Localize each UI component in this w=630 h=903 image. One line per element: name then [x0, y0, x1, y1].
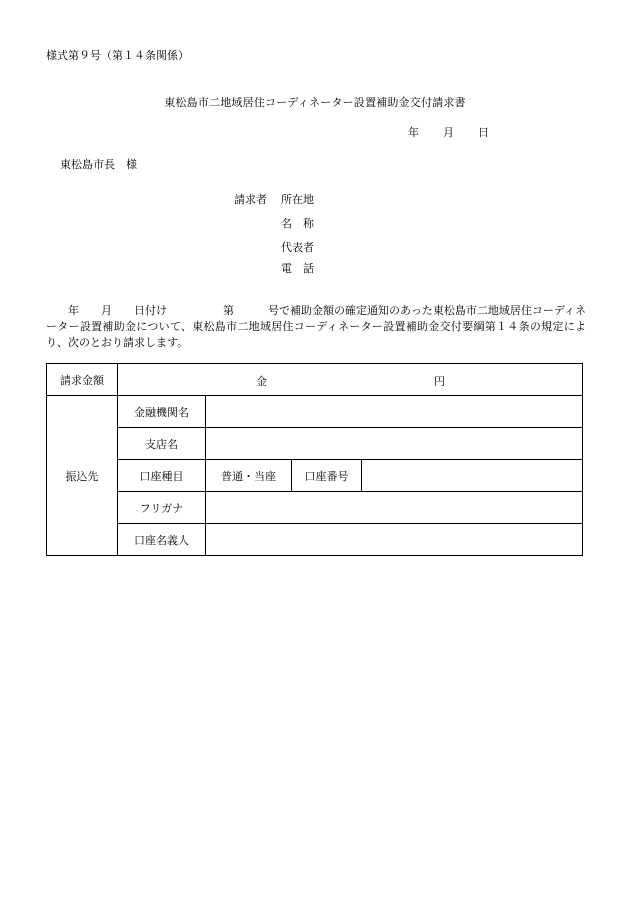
branch-name-label: 支店名: [118, 428, 206, 460]
amount-label: 請求金額: [47, 364, 118, 396]
addressee: 東松島市長 様: [60, 158, 137, 171]
form-number: 様式第９号（第１４条関係）: [46, 49, 189, 62]
furigana-label: フリガナ: [118, 492, 206, 524]
account-holder-label: 口座名義人: [118, 524, 206, 556]
bank-name-label: 金融機関名: [118, 396, 206, 428]
bank-name-field[interactable]: [206, 396, 583, 428]
amount-kin: 金: [256, 375, 267, 388]
document-title: 東松島市二地域居住コーディネーター設置補助金交付請求書: [164, 96, 466, 109]
date-line: [408, 124, 489, 140]
account-holder-field[interactable]: [206, 524, 583, 556]
requester-label: 請求者: [234, 193, 267, 206]
account-number-label: 口座番号: [292, 460, 362, 492]
furigana-field[interactable]: [206, 492, 583, 524]
request-body-text: [46, 303, 586, 351]
date-day: 日: [478, 126, 489, 139]
amount-field[interactable]: [118, 364, 583, 396]
body-year: 年: [68, 304, 79, 317]
body-dai: 第: [223, 304, 234, 317]
amount-yen: 円: [434, 375, 445, 388]
body-dated: 日付け: [134, 304, 167, 317]
date-month: 月: [443, 126, 454, 139]
requester-representative: 代表者: [281, 241, 314, 254]
account-number-field[interactable]: [362, 460, 583, 492]
account-type-value[interactable]: 普通・当座: [206, 460, 292, 492]
requester-phone: 電 話: [281, 262, 314, 275]
body-month: 月: [101, 304, 112, 317]
account-type-label: 口座種目: [118, 460, 206, 492]
body-text: 号で補助金額の確定通知のあった東松島市二地域居住コーディネーター設置補助金について、東松島市二地域居住コーディネーター設置補助金交付要綱第１４条の規定により、次のとおり請求します。: [46, 304, 587, 349]
requester-address: 所在地: [281, 193, 314, 206]
date-year: 年: [408, 126, 419, 139]
payment-table: [46, 363, 583, 556]
transfer-label: 振込先: [47, 396, 118, 556]
requester-name: 名 称: [281, 217, 314, 230]
branch-name-field[interactable]: [206, 428, 583, 460]
